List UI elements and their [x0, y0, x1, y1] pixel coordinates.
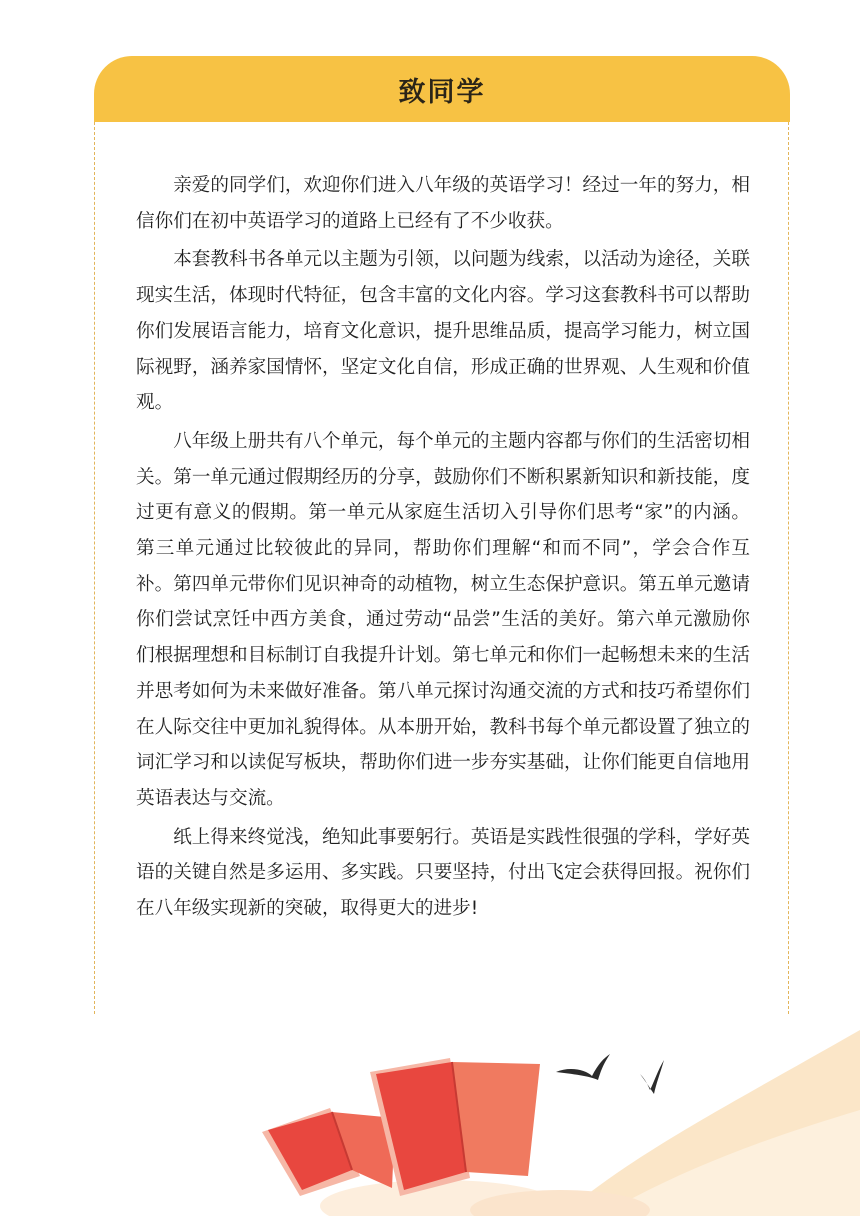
bird-icon: [556, 1054, 610, 1080]
bottom-illustration: [0, 1000, 860, 1216]
paragraph: 八年级上册共有八个单元，每个单元的主题内容都与你们的生活密切相关。第一单元通过假期经历的分享，鼓励你们不断积累新知识和新技能，度过更有意义的假期。第一单元从家庭生活切入引导你们思考“家”的内涵。第三单元通过比较彼此的异同，帮助你们理解“和而不同”，学会合作互补。第四单元带你们见识神奇的动植物，树立生态保护意识。第五单元邀请你们尝试烹饪中西方美食，通过劳动“品尝”生活的美好。第六单元激励你们根据理想和目标制订自我提升计划。第七单元和你们一起畅想未来的生活并思考如何为未来做好准备。第八单元探讨沟通交流的方式和技巧希望你们在人际交往中更加礼貌得体。从本册开始，教科书每个单元都设置了独立的词汇学习和以读促写板块，帮助你们进一步夯实基础，让你们能更自信地用英语表达与交流。: [136, 430, 750, 809]
open-book-icon: [370, 1058, 540, 1196]
frame-left-border: [94, 122, 95, 1014]
letter-body: [136, 168, 750, 927]
title-banner: [94, 56, 790, 122]
frame-right-border: [788, 122, 789, 1014]
paragraph: 本套教科书各单元以主题为引领，以问题为线索，以活动为途径，关联现实生活，体现时代特征，包含丰富的文化内容。学习这套教科书可以帮助你们发展语言能力，培育文化意识，提升思维品质，提高学习能力，树立国际视野，涵养家国情怀，坚定文化自信，形成正确的世界观、人生观和价值观。: [136, 249, 750, 414]
open-book-icon: [262, 1108, 395, 1196]
paragraph: 亲爱的同学们，欢迎你们进入八年级的英语学习！经过一年的努力，相信你们在初中英语学习的道路上已经有了不少收获。: [136, 175, 750, 232]
page-title: 致同学: [398, 76, 486, 108]
bird-icon: [640, 1060, 664, 1094]
paragraph: 纸上得来终觉浅，绝知此事要躬行。英语是实践性很强的学科，学好英语的关键自然是多运用、多实践。只要坚持，付出飞定会获得回报。祝你们在八年级实现新的突破，取得更大的进步!: [136, 826, 750, 920]
